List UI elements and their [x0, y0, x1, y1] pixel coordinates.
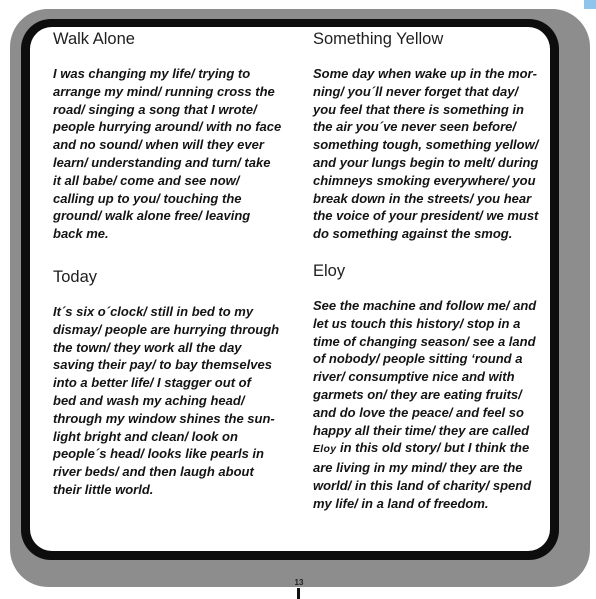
lyric-line: let us touch this history/ stop in a — [313, 315, 521, 331]
right-column — [313, 29, 563, 513]
lyric-line: and do love the peace/ and feel so — [313, 404, 524, 420]
lyric-line: break down in the streets/ you hear — [313, 190, 532, 206]
song-title-something-yellow: Something Yellow — [313, 30, 444, 48]
lyric-line: the voice of your president/ we must — [313, 208, 539, 224]
lyric-line: it all babe/ come and see now/ — [53, 172, 240, 188]
lyric-line: calling up to you/ touching the — [53, 190, 242, 206]
lyric-line: ground/ walk alone free/ leaving — [53, 208, 251, 224]
lyric-line: dismay/ people are hurrying through — [53, 321, 280, 337]
lyric-line: through my window shines the sun- — [53, 410, 275, 426]
lyric-line: bed and wash my aching head/ — [53, 392, 245, 408]
lyrics-something-yellow — [313, 65, 563, 243]
lyric-line: back me. — [53, 226, 109, 242]
lyric-line: into a better life/ I stagger out of — [53, 375, 251, 391]
lyric-line: do something against the smog. — [313, 226, 513, 242]
lyric-line: you feel that there is something in — [313, 101, 524, 117]
lyric-line: light bright and clean/ look on — [53, 428, 238, 444]
lyric-line-rest: in this old story/ but I think the — [336, 440, 530, 456]
song-title-eloy: Eloy — [313, 261, 346, 280]
lyric-line: saving their pay/ to bay themselves — [53, 357, 272, 373]
lyric-line — [313, 439, 563, 459]
lyric-line: people hurrying around/ with no face — [53, 119, 282, 135]
lyric-line: are living in my mind/ they are the — [313, 460, 523, 476]
lyric-line: river beds/ and then laugh about — [53, 464, 254, 480]
page-number: 13 — [294, 578, 304, 587]
lyric-line: people´s head/ looks like pearls in — [53, 446, 264, 462]
lyric-line: happy all their time/ they are called — [313, 422, 530, 438]
lyric-line: It´s six o´clock/ still in bed to my — [53, 303, 254, 319]
lyrics-walk-alone — [53, 65, 303, 243]
song-title-today: Today — [53, 267, 98, 286]
lyric-line: something tough, something yellow/ — [313, 137, 539, 153]
corner-tab — [584, 0, 596, 9]
left-column — [53, 29, 303, 499]
lyric-line: See the machine and follow me/ and — [313, 297, 537, 313]
lyric-line: and your lungs begin to melt/ during — [313, 154, 539, 170]
band-name-small-caps: Eloy — [313, 443, 337, 456]
lyrics-today — [53, 303, 303, 499]
lyric-line: Some day when wake up in the mor- — [313, 66, 537, 81]
lyric-line: river/ consumptive nice and with — [313, 369, 515, 385]
lyric-line: and no sound/ when will they ever — [53, 137, 264, 153]
lyric-line: the air you´ve never seen before/ — [313, 119, 517, 135]
lyrics-eloy — [313, 297, 563, 513]
lyric-line: learn/ understanding and turn/ take — [53, 154, 271, 170]
lyric-line: time of changing season/ see a land — [313, 333, 536, 349]
page-tick-mark — [297, 588, 300, 599]
lyric-line: road/ singing a song that I wrote/ — [53, 101, 257, 117]
lyric-line: world/ in this land of charity/ spend — [313, 477, 532, 493]
song-title-walk-alone: Walk Alone — [53, 30, 135, 48]
lyric-line: of nobody/ people sitting ‘round a — [313, 351, 523, 367]
lyric-line: I was changing my life/ trying to — [53, 66, 251, 81]
lyric-line: ning/ you´ll never forget that day/ — [313, 83, 519, 99]
lyric-line: the town/ they work all the day — [53, 339, 242, 355]
lyric-line: garmets on/ they are eating fruits/ — [313, 386, 522, 402]
lyric-line: chimneys smoking everywhere/ you — [313, 172, 536, 188]
lyric-line: arrange my mind/ running cross the — [53, 83, 275, 99]
lyric-line: their little world. — [53, 481, 154, 497]
lyric-line: my life/ in a land of freedom. — [313, 495, 489, 511]
